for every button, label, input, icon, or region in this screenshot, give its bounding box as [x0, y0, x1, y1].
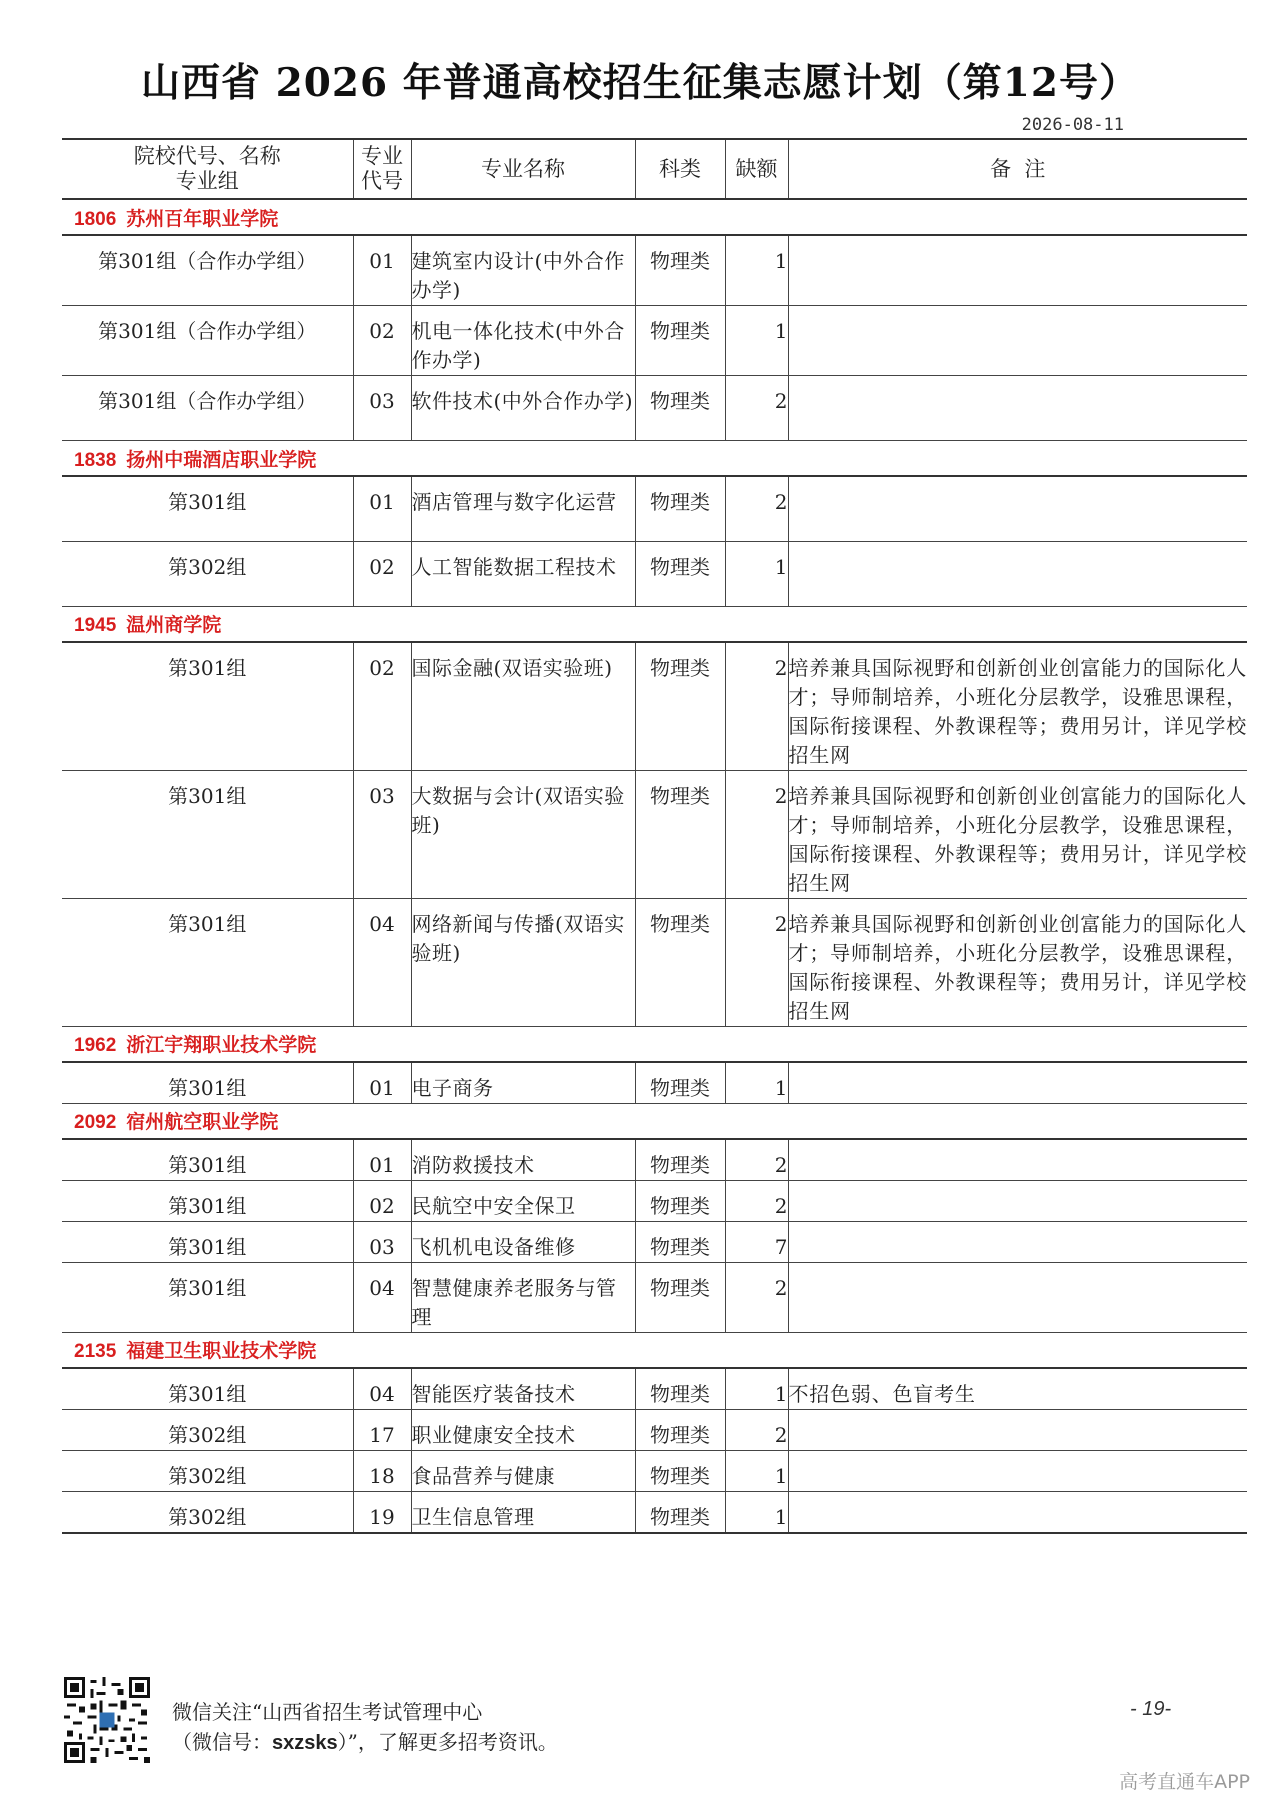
issue-date: 2026-08-11: [1021, 115, 1124, 135]
major-code: 03: [353, 376, 411, 441]
major-group: 第302组: [62, 1450, 353, 1491]
vacancy-quota: 2: [725, 1139, 788, 1181]
major-code: 03: [353, 770, 411, 898]
header-group-line1: 院校代号、名称: [133, 144, 281, 168]
institution-code: 1962: [74, 1035, 117, 1056]
remark: 不招色弱、色盲考生: [788, 1368, 1247, 1410]
table-row: [62, 642, 1247, 771]
vacancy-quota: 2: [725, 376, 788, 441]
institution-row: [62, 606, 1247, 642]
remark: [788, 476, 1247, 541]
table-row: [62, 541, 1247, 606]
remark: [788, 235, 1247, 306]
subject-category: 物理类: [635, 235, 725, 306]
institution-heading: [62, 1103, 1247, 1139]
major-name: 人工智能数据工程技术: [411, 541, 635, 606]
remark: 培养兼具国际视野和创新创业创富能力的国际化人才；导师制培养，小班化分层教学，设雅思课程，国际衔接课程、外教课程等；费用另计，详见学校招生网: [788, 642, 1247, 771]
major-name: 电子商务: [411, 1062, 635, 1104]
institution-row: [62, 1103, 1247, 1139]
institution-code: 1806: [74, 208, 117, 230]
vacancy-quota: 1: [725, 235, 788, 306]
institution-name: 浙江宇翔职业技术学院: [126, 1034, 317, 1056]
table-row: [62, 1491, 1247, 1533]
vacancy-quota: 2: [725, 898, 788, 1026]
major-code: 01: [353, 235, 411, 306]
table-row: [62, 1139, 1247, 1181]
header-code-line1: 专业: [361, 144, 403, 168]
major-name: 消防救援技术: [411, 1139, 635, 1181]
institution-code: 1838: [74, 449, 117, 471]
remark: 培养兼具国际视野和创新创业创富能力的国际化人才；导师制培养，小班化分层教学，设雅思课程，国际衔接课程、外教课程等；费用另计，详见学校招生网: [788, 770, 1247, 898]
vacancy-quota: 2: [725, 1262, 788, 1332]
major-group: 第301组: [62, 1180, 353, 1221]
table-row: [62, 1062, 1247, 1104]
major-code: 01: [353, 1062, 411, 1104]
table-row: [62, 476, 1247, 541]
institution-heading: [62, 441, 1247, 477]
subject-category: 物理类: [635, 1180, 725, 1221]
major-group: 第301组: [62, 770, 353, 898]
major-name: 软件技术(中外合作办学): [411, 376, 635, 441]
institution-code: 2135: [74, 1341, 117, 1362]
major-group: 第302组: [62, 1409, 353, 1450]
vacancy-quota: 1: [725, 1368, 788, 1410]
qr-code-icon: [64, 1677, 150, 1763]
institution-row: [62, 199, 1247, 235]
major-code: 04: [353, 898, 411, 1026]
remark: [788, 1450, 1247, 1491]
major-name: 国际金融(双语实验班): [411, 642, 635, 771]
major-group: 第301组（合作办学组）: [62, 235, 353, 306]
subject-category: 物理类: [635, 1491, 725, 1533]
subject-category: 物理类: [635, 770, 725, 898]
institution-name: 苏州百年职业学院: [126, 207, 279, 230]
header-major-code: [353, 139, 411, 199]
footer-wechat-line1: 微信关注“山西省招生考试管理中心: [172, 1700, 483, 1724]
major-code: 19: [353, 1491, 411, 1533]
footer-line2-prefix: （微信号：: [172, 1730, 272, 1754]
major-code: 04: [353, 1368, 411, 1410]
table-row: [62, 1450, 1247, 1491]
subject-category: 物理类: [635, 1262, 725, 1332]
vacancy-quota: 2: [725, 770, 788, 898]
major-group: 第301组: [62, 1221, 353, 1262]
plan-table-body: [62, 199, 1247, 1533]
table-row: [62, 1221, 1247, 1262]
major-name: 食品营养与健康: [411, 1450, 635, 1491]
major-group: 第302组: [62, 1491, 353, 1533]
header-group: [62, 139, 353, 199]
wechat-id: sxzsks: [272, 1732, 338, 1754]
institution-heading: [62, 606, 1247, 642]
vacancy-quota: 1: [725, 541, 788, 606]
header-quota: 缺额: [725, 139, 788, 199]
institution-code: 1945: [74, 615, 117, 636]
major-name: 大数据与会计(双语实验班): [411, 770, 635, 898]
subject-category: 物理类: [635, 1409, 725, 1450]
header-major-name: 专业名称: [411, 139, 635, 199]
major-code: 02: [353, 541, 411, 606]
header-note: 备 注: [788, 139, 1247, 199]
major-code: 04: [353, 1262, 411, 1332]
major-code: 18: [353, 1450, 411, 1491]
major-code: 02: [353, 1180, 411, 1221]
institution-heading: [62, 1026, 1247, 1062]
institution-row: [62, 1332, 1247, 1368]
major-name: 民航空中安全保卫: [411, 1180, 635, 1221]
footer-line2-suffix: ）”，了解更多招考资讯。: [337, 1730, 558, 1754]
remark: [788, 376, 1247, 441]
major-name: 建筑室内设计(中外合作办学): [411, 235, 635, 306]
major-name: 职业健康安全技术: [411, 1409, 635, 1450]
remark: [788, 306, 1247, 376]
table-row: [62, 1180, 1247, 1221]
subject-category: 物理类: [635, 376, 725, 441]
institution-row: [62, 441, 1247, 477]
vacancy-quota: 2: [725, 476, 788, 541]
major-code: 01: [353, 476, 411, 541]
major-name: 酒店管理与数字化运营: [411, 476, 635, 541]
table-row: [62, 306, 1247, 376]
major-name: 智能医疗装备技术: [411, 1368, 635, 1410]
subject-category: 物理类: [635, 1062, 725, 1104]
table-row: [62, 1368, 1247, 1410]
subject-category: 物理类: [635, 898, 725, 1026]
major-group: 第301组（合作办学组）: [62, 306, 353, 376]
institution-heading: [62, 199, 1247, 235]
remark: [788, 541, 1247, 606]
major-group: 第301组: [62, 1368, 353, 1410]
major-group: 第301组: [62, 642, 353, 771]
major-group: 第301组: [62, 898, 353, 1026]
major-code: 01: [353, 1139, 411, 1181]
vacancy-quota: 2: [725, 642, 788, 771]
institution-row: [62, 1026, 1247, 1062]
subject-category: 物理类: [635, 541, 725, 606]
major-group: 第301组: [62, 476, 353, 541]
vacancy-quota: 2: [725, 1180, 788, 1221]
vacancy-quota: 7: [725, 1221, 788, 1262]
vacancy-quota: 2: [725, 1409, 788, 1450]
major-group: 第302组: [62, 541, 353, 606]
institution-name: 扬州中瑞酒店职业学院: [126, 448, 317, 471]
remark: 培养兼具国际视野和创新创业创富能力的国际化人才；导师制培养，小班化分层教学，设雅思课程，国际衔接课程、外教课程等；费用另计，详见学校招生网: [788, 898, 1247, 1026]
page-title: 山西省 2026 年普通高校招生征集志愿计划（第12号）: [141, 60, 1139, 106]
table-row: [62, 376, 1247, 441]
institution-heading: [62, 1332, 1247, 1368]
vacancy-quota: 1: [725, 306, 788, 376]
table-row: [62, 1409, 1247, 1450]
page-number: - 19-: [1130, 1698, 1172, 1720]
remark: [788, 1262, 1247, 1332]
table-row: [62, 1262, 1247, 1332]
major-name: 网络新闻与传播(双语实验班): [411, 898, 635, 1026]
app-watermark: 高考直通车APP: [1119, 1771, 1250, 1793]
institution-code: 2092: [74, 1112, 117, 1133]
major-group: 第301组: [62, 1062, 353, 1104]
header-group-line2: 专业组: [175, 169, 239, 193]
major-group: 第301组: [62, 1139, 353, 1181]
table-row: [62, 235, 1247, 306]
subject-category: 物理类: [635, 306, 725, 376]
vacancy-quota: 1: [725, 1062, 788, 1104]
major-group: 第301组: [62, 1262, 353, 1332]
footer-wechat-line2: [172, 1726, 558, 1755]
vacancy-quota: 1: [725, 1450, 788, 1491]
table-header-row: [62, 139, 1247, 199]
plan-table: [62, 138, 1247, 1534]
major-name: 智慧健康养老服务与管理: [411, 1262, 635, 1332]
major-name: 卫生信息管理: [411, 1491, 635, 1533]
table-row: [62, 770, 1247, 898]
major-code: 02: [353, 642, 411, 771]
subject-category: 物理类: [635, 642, 725, 771]
table-row: [62, 898, 1247, 1026]
subject-category: 物理类: [635, 1139, 725, 1181]
major-code: 03: [353, 1221, 411, 1262]
vacancy-quota: 1: [725, 1491, 788, 1533]
remark: [788, 1491, 1247, 1533]
major-name: 机电一体化技术(中外合作办学): [411, 306, 635, 376]
major-code: 17: [353, 1409, 411, 1450]
subject-category: 物理类: [635, 476, 725, 541]
header-category: 科类: [635, 139, 725, 199]
subject-category: 物理类: [635, 1450, 725, 1491]
header-code-line2: 代号: [361, 169, 403, 193]
remark: [788, 1221, 1247, 1262]
institution-name: 福建卫生职业技术学院: [126, 1340, 317, 1362]
institution-name: 宿州航空职业学院: [126, 1111, 279, 1133]
subject-category: 物理类: [635, 1221, 725, 1262]
major-group: 第301组（合作办学组）: [62, 376, 353, 441]
remark: [788, 1180, 1247, 1221]
subject-category: 物理类: [635, 1368, 725, 1410]
remark: [788, 1139, 1247, 1181]
major-name: 飞机机电设备维修: [411, 1221, 635, 1262]
major-code: 02: [353, 306, 411, 376]
institution-name: 温州商学院: [126, 614, 222, 636]
remark: [788, 1062, 1247, 1104]
remark: [788, 1409, 1247, 1450]
